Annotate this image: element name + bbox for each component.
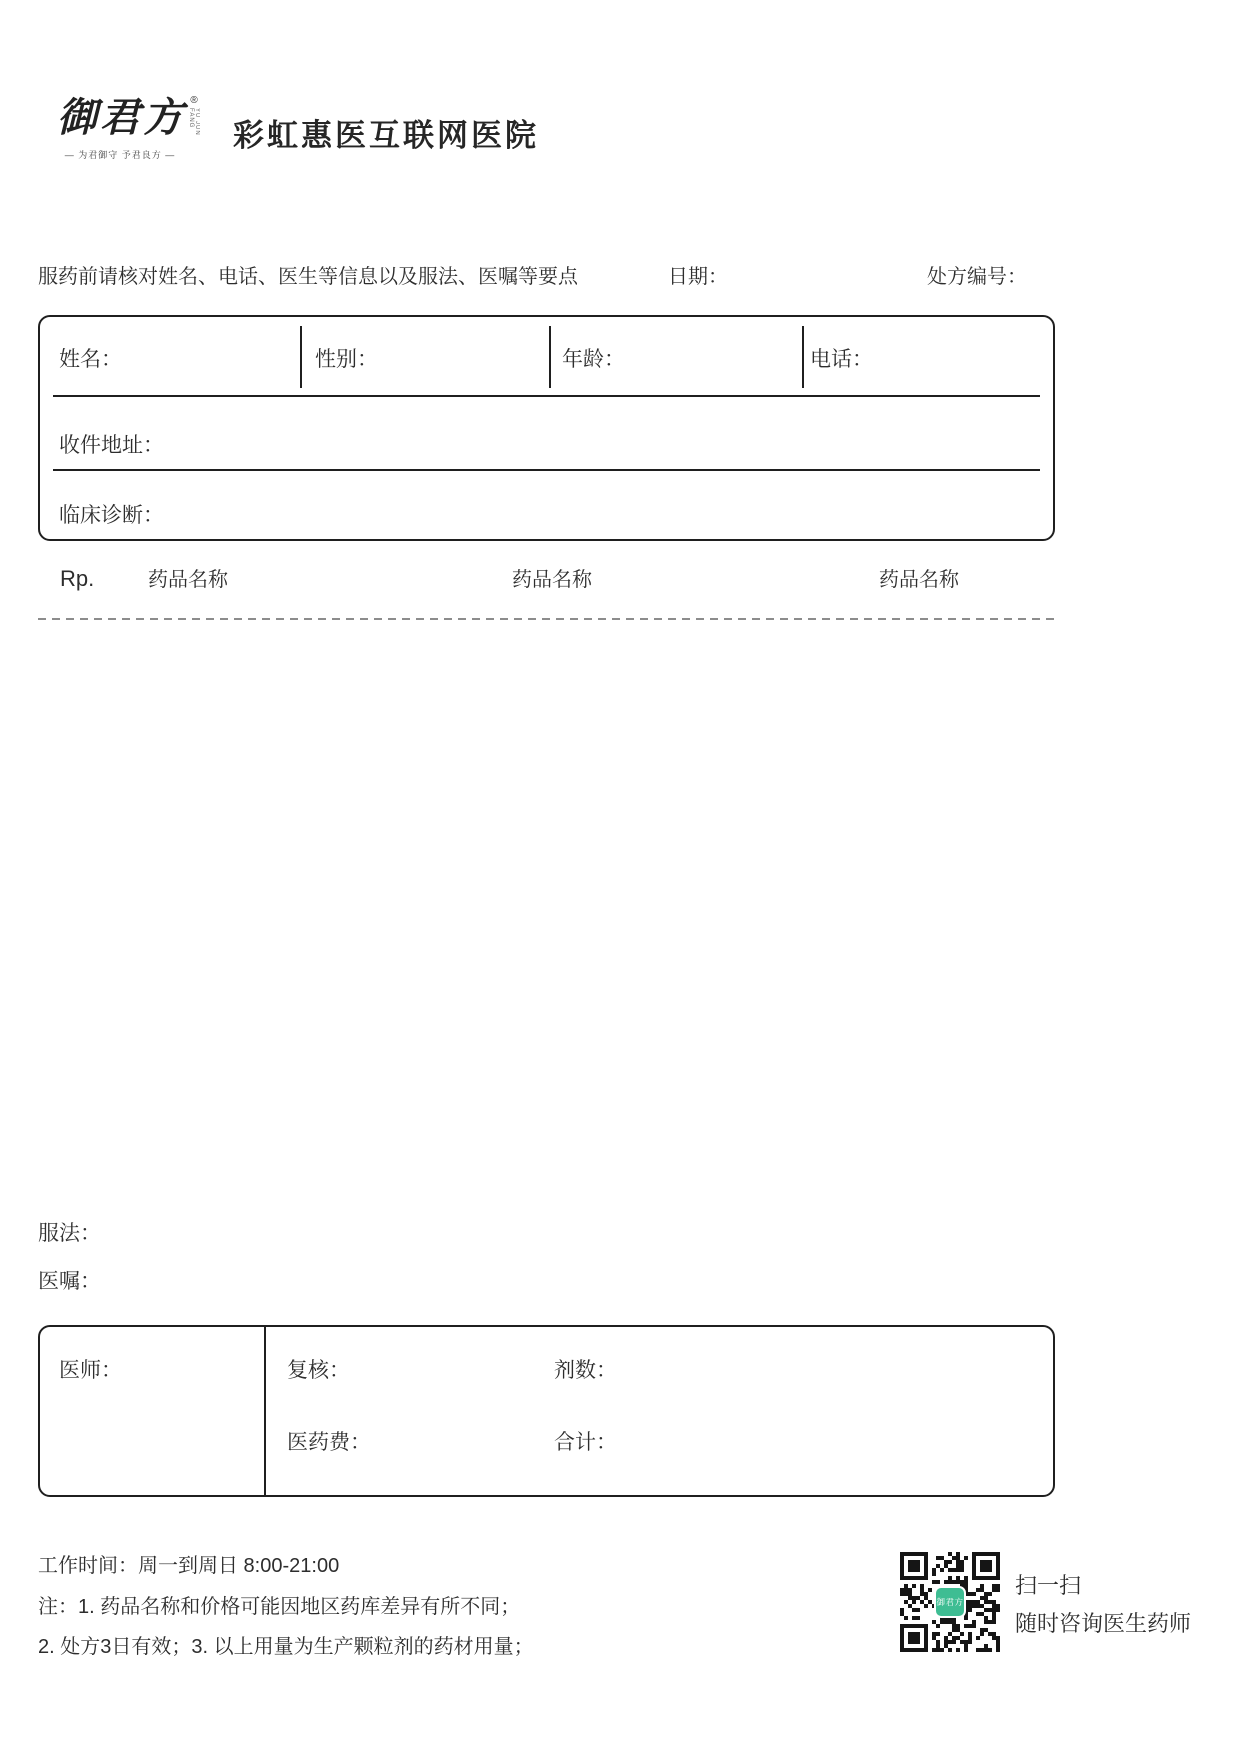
clinical-diagnosis-label: 临床诊断： xyxy=(59,504,164,527)
footer-note-line-2: 2. 处方3日有效；3. 以上用量为生产颗粒剂的药材用量； xyxy=(38,1636,534,1658)
column-divider xyxy=(549,326,551,388)
brand-logo-text: 御君方 xyxy=(57,94,186,141)
scan-prompt-text: 扫一扫 xyxy=(1015,1573,1082,1598)
footer-note-line-1: 注：1. 药品名称和价格可能因地区药库差异有所不同； xyxy=(38,1596,521,1618)
rp-label: Rp. xyxy=(60,566,95,591)
brand-logo-marks xyxy=(188,96,200,142)
brand-logo xyxy=(57,96,200,161)
patient-gender-label: 性别： xyxy=(315,348,378,371)
column-divider xyxy=(802,326,804,388)
summary-box xyxy=(38,1325,1055,1497)
prescription-number-label: 处方编号： xyxy=(927,266,1027,288)
drug-name-column-header: 药品名称 xyxy=(879,569,959,591)
reviewer-label: 复核： xyxy=(287,1359,350,1382)
row-separator-line xyxy=(53,395,1040,397)
dose-count-label: 剂数： xyxy=(554,1359,617,1382)
patient-name-label: 姓名： xyxy=(59,348,122,371)
medication-check-reminder: 服药前请核对姓名、电话、医生等信息以及服法、医嘱等要点 xyxy=(38,266,578,288)
working-hours-text: 工作时间：周一到周日 8:00-21:00 xyxy=(38,1555,340,1577)
brand-pinyin-vertical-text: YU JUN FANG xyxy=(188,108,200,136)
total-label: 合计： xyxy=(554,1431,617,1454)
doctor-advice-label: 医嘱： xyxy=(38,1270,101,1293)
patient-info-row xyxy=(40,317,1053,395)
drug-name-column-header: 药品名称 xyxy=(512,569,592,591)
usage-method-label: 服法： xyxy=(38,1222,101,1245)
doctor-label: 医师： xyxy=(59,1359,122,1382)
registered-trademark-icon: ® xyxy=(190,95,198,106)
shipping-address-label: 收件地址： xyxy=(59,434,164,457)
medicine-fee-label: 医药费： xyxy=(287,1431,371,1454)
drug-name-column-header: 药品名称 xyxy=(148,569,228,591)
patient-phone-label: 电话： xyxy=(810,348,873,371)
hospital-name: 彩虹惠医互联网医院 xyxy=(233,118,539,153)
patient-info-box xyxy=(38,315,1055,541)
prescription-dashed-separator xyxy=(38,618,1055,620)
row-separator-line xyxy=(53,469,1040,471)
brand-tagline: — 为君御守 予君良方 — xyxy=(64,150,176,160)
patient-age-label: 年龄： xyxy=(562,348,625,371)
column-divider xyxy=(300,326,302,388)
qr-center-logo: 御君方 xyxy=(934,1586,966,1618)
summary-column-divider xyxy=(264,1327,266,1495)
qr-code xyxy=(900,1552,1000,1657)
consult-prompt-text: 随时咨询医生药师 xyxy=(1015,1611,1192,1636)
date-label: 日期： xyxy=(668,266,728,288)
